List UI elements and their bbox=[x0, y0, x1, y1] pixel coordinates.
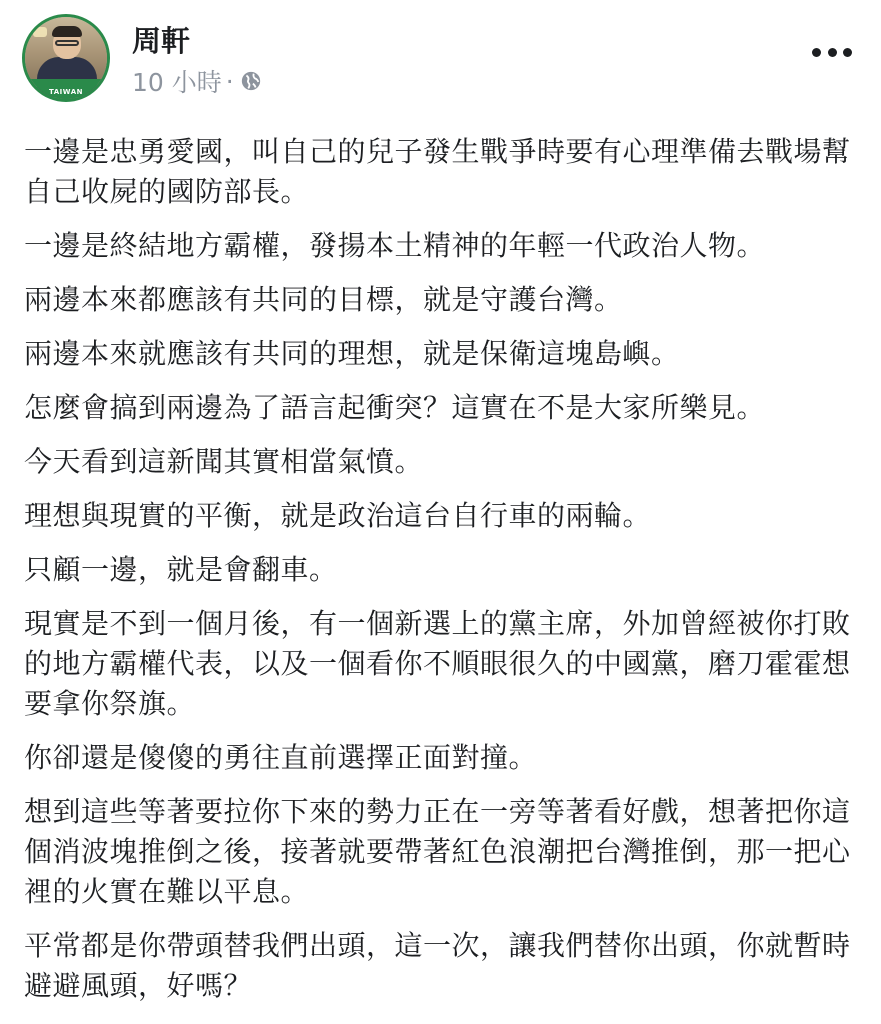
post-paragraph: 想到這些等著要拉你下來的勢力正在一旁等著看好戲，想著把你這個消波塊推倒之後，接著就要帶著紅色浪潮把台灣推倒，那一把心裡的火實在難以平息。 bbox=[24, 795, 851, 908]
globe-icon[interactable] bbox=[240, 70, 262, 92]
post-paragraph: 一邊是忠勇愛國，叫自己的兒子發生戰爭時要有心理準備去戰場幫自己收屍的國防部長。 bbox=[24, 135, 851, 208]
post-paragraph: 平常都是你帶頭替我們出頭，這一次，讓我們替你出頭，你就暫時避避風頭，好嗎？ bbox=[24, 929, 851, 1002]
post-paragraph: 兩邊本來都應該有共同的目標，就是守護台灣。 bbox=[24, 283, 623, 316]
post-paragraph: 你卻還是傻傻的勇往直前選擇正面對撞。 bbox=[24, 741, 538, 774]
more-dot bbox=[828, 48, 837, 57]
post-header bbox=[22, 14, 862, 104]
post-paragraph: 今天看到這新聞其實相當氣憤。 bbox=[24, 445, 424, 478]
post-timestamp[interactable]: 10 小時 bbox=[132, 68, 222, 97]
more-dot bbox=[812, 48, 821, 57]
meta-separator: · bbox=[225, 66, 234, 96]
avatar-person-glasses bbox=[55, 40, 79, 46]
post-paragraph: 怎麼會搞到兩邊為了語言起衝突？這實在不是大家所樂見。 bbox=[24, 391, 766, 424]
avatar[interactable] bbox=[22, 14, 110, 102]
avatar-background-light bbox=[33, 27, 47, 37]
more-options-icon[interactable] bbox=[812, 44, 852, 60]
post-body bbox=[24, 132, 854, 1020]
post-meta bbox=[132, 66, 262, 96]
more-dot bbox=[843, 48, 852, 57]
post-paragraph: 兩邊本來就應該有共同的理想，就是保衛這塊島嶼。 bbox=[24, 337, 680, 370]
avatar-frame-label: TAIWAN bbox=[49, 88, 83, 96]
post-paragraph: 現實是不到一個月後，有一個新選上的黨主席，外加曾經被你打敗的地方霸權代表，以及一個看你不順眼很久的中國黨，磨刀霍霍想要拿你祭旗。 bbox=[24, 607, 851, 720]
post-paragraph: 只顧一邊，就是會翻車。 bbox=[24, 553, 338, 586]
avatar-person-hair bbox=[52, 26, 82, 37]
post-paragraph: 一邊是終結地方霸權，發揚本土精神的年輕一代政治人物。 bbox=[24, 229, 766, 262]
post-paragraph: 理想與現實的平衡，就是政治這台自行車的兩輪。 bbox=[24, 499, 652, 532]
author-name[interactable]: 周軒 bbox=[132, 24, 191, 58]
